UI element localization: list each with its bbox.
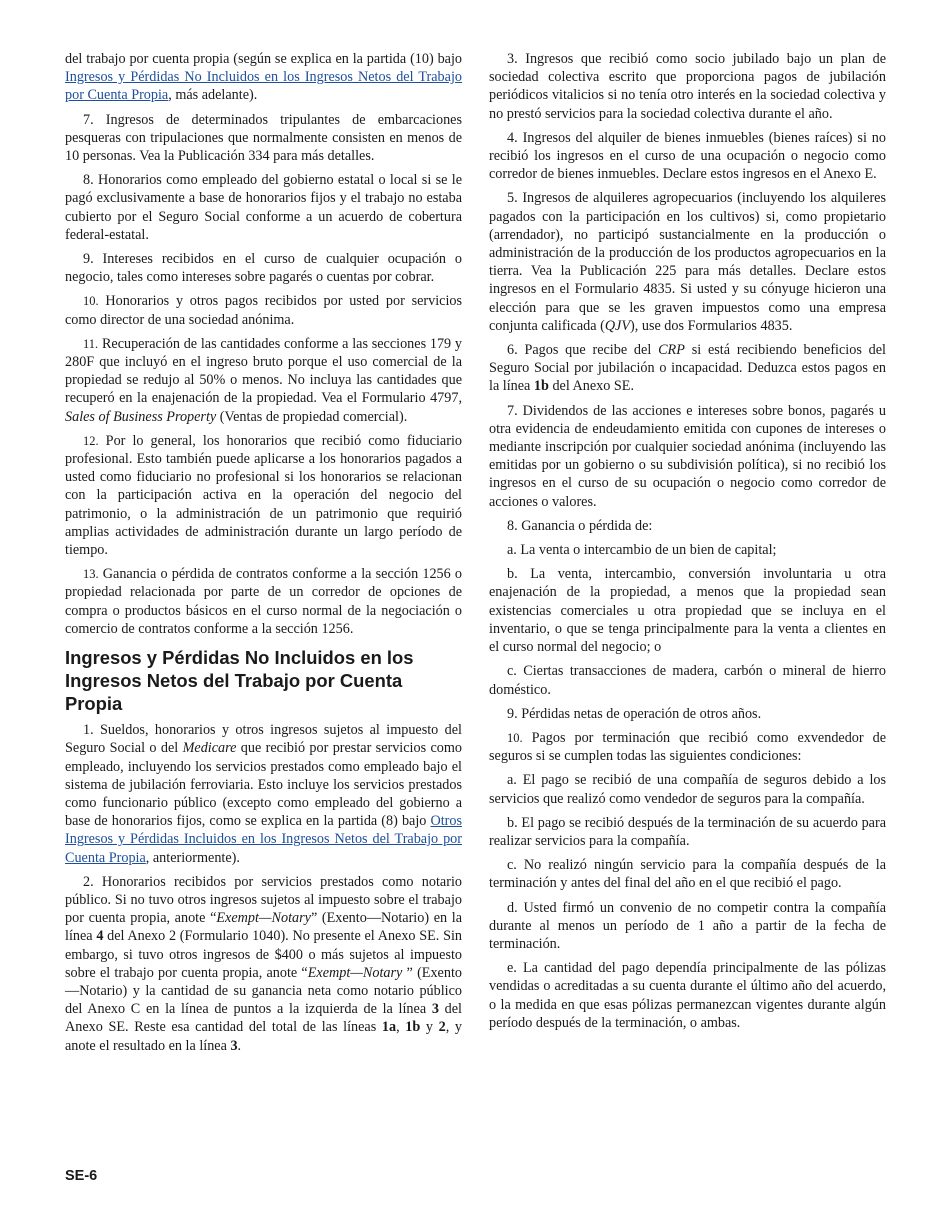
paragraph-excluded-10e: e. La cantidad del pago dependía principalmente de las pólizas vendidas o acreditadas a su cuenta durante el último año del acuerdo, o la medida en que esas pólizas permanezcan vigentes durante algún período después de la terminación, o ambas. (489, 960, 886, 1031)
paragraph-excluded-9: 9. Pérdidas netas de operación de otros años. (507, 705, 762, 722)
paragraph-item-13: 13. Ganancia o pérdida de contratos conforme a la sección 1256 o propiedad relacionada por parte de un corredor de opciones de compra o productos básicos en el curso normal de la negociación o comercio de contratos conforme a la sección 1256. (65, 566, 462, 637)
right-column (489, 50, 886, 1038)
paragraph-item-12: 12. Por lo general, los honorarios que recibió como fiduciario profesional. Esto también puede aplicarse a los honorarios pagados a usted como fiduciario no profesional si los honorarios se relacionan con la participación activa en la operación del negocio del patrimonio, o la administración de un patrimonio que requirió amplias actividades de administración durante un largo período de tiempo. (65, 432, 462, 559)
paragraph-item-11: 11. Recuperación de las cantidades conforme a las secciones 179 y 280F que incluyó en el ingreso bruto porque el uso comercial de la propiedad se redujo al 50% o menos. No incluya las cantidades que recuperó en la enajenación de la propiedad. Vea el Formulario 4797, Sales of Business Property (Ventas de propiedad comercial). (65, 335, 462, 425)
paragraph-excluded-2: 2. Honorarios recibidos por servicios prestados como notario público. Si no tuvo otros ingresos sujetos al impuesto sobre el trabajo por cuenta propia, anote “Exempt—Notary” (Exento—Notario) en la línea 4 del Anexo 2 (Formulario 1040). No presente el Anexo SE. Sin embargo, si tuvo otros ingresos de $400 o más sujetos al impuesto sobre el trabajo por cuenta propia, anote “Exempt—Notary ” (Exento—Notario) y la cantidad de su ganancia neta como notario público del Anexo C en la línea de puntos a la izquierda de la línea 3 del Anexo SE. Reste esa cantidad del total de las líneas 1a, 1b y 2, y anote el resultado en la línea 3. (65, 873, 463, 1054)
paragraph-excluded-1: 1. Sueldos, honorarios y otros ingresos sujetos al impuesto del Seguro Social o del Medicare que recibió por prestar servicios como empleado, incluyendo los servicios prestados como empleado bajo el sistema de jubilación ferroviaria. Esto incluye los servicios prestados como funcionario público (excepto como empleado del gobierno a base de honorarios fijos, como se explica en la partida (8) bajo Otros Ingresos y Pérdidas Incluidos en los Ingresos Netos del Trabajo por Cuenta Propia, anteriormente). (65, 722, 462, 866)
paragraph-excluded-8b: b. La venta, intercambio, conversión involuntaria u otra enajenación de la propiedad, a menos que la propiedad sean existencias comerciales u otra propiedad que se incluya en el inventario, o que se tenga principalmente para la venta a clientes en el curso normal del negocio; o (489, 566, 886, 656)
paragraph-continuation: del trabajo por cuenta propia (según se explica en la partida (10) bajo Ingresos y Pérdidas No Incluidos en los Ingresos Netos del Trabajo por Cuenta Propia, más adelante). (65, 51, 462, 104)
paragraph-item-9: 9. Intereses recibidos en el curso de cualquier ocupación o negocio, tales como intereses sobre pagarés o cuentas por cobrar. (65, 251, 462, 286)
section-heading: Ingresos y Pérdidas No Incluidos en los Ingresos Netos del Trabajo por Cuenta Propia (65, 647, 414, 715)
paragraph-item-7: 7. Ingresos de determinados tripulantes de embarcaciones pesqueras con tripulaciones que normalmente consisten en menos de 10 personas. Vea la Publicación 334 para más detalles. (65, 111, 462, 165)
paragraph-excluded-8: 8. Ganancia o pérdida de: (507, 517, 653, 534)
paragraph-excluded-10: 10. Pagos por terminación que recibió como exvendedor de seguros si se cumplen todas las siguientes condiciones: (489, 729, 886, 765)
paragraph-excluded-10b: b. El pago se recibió después de la terminación de su acuerdo para realizar servicios para la compañía. (489, 814, 886, 849)
paragraph-excluded-8c: c. Ciertas transacciones de madera, carbón o mineral de hierro doméstico. (489, 663, 886, 698)
paragraph-item-10: 10. Honorarios y otros pagos recibidos por usted por servicios como director de una sociedad anónima. (65, 293, 462, 328)
paragraph-excluded-4: 4. Ingresos del alquiler de bienes inmuebles (bienes raíces) si no recibió los ingresos en el curso de una ocupación o negocio como corredor de bienes inmuebles. Declare estos ingresos en el Anexo E. (489, 129, 886, 183)
paragraph-excluded-10d: d. Usted firmó un convenio de no competir contra la compañía durante al menos un período de 1 año a partir de la fecha de terminación. (489, 899, 886, 952)
left-column (65, 50, 462, 1061)
paragraph-item-8: 8. Honorarios como empleado del gobierno estatal o local si se le pagó exclusivamente a base de honorarios fijos y el trabajo no estaba cubierto por el Seguro Social conforme a un acuerdo de cobertura federal-estatal. (65, 172, 462, 243)
paragraph-excluded-10c: c. No realizó ningún servicio para la compañía después de la terminación y antes del final del año en el que recibió el pago. (489, 857, 886, 892)
paragraph-excluded-8a: a. La venta o intercambio de un bien de capital; (507, 542, 777, 559)
link-ingresos-no-incluidos[interactable]: Ingresos y Pérdidas No Incluidos en los Ingresos Netos del Trabajo por Cuenta Propia (65, 69, 462, 104)
paragraph-excluded-3: 3. Ingresos que recibió como socio jubilado bajo un plan de sociedad colectiva escrito que proporciona pagos de jubilación periódicos vitalicios si no tenía otro interés en la sociedad colectiva y no prestó servicios para la sociedad colectiva durante el año. (489, 51, 886, 122)
paragraph-excluded-6: 6. Pagos que recibe del CRP si está recibiendo beneficios del Seguro Social por jubilación o incapacidad. Deduzca estos pagos en la línea 1b del Anexo SE. (489, 342, 886, 395)
paragraph-excluded-5: 5. Ingresos de alquileres agropecuarios (incluyendo los alquileres pagados con la participación en los cultivos) si, como propietario (arrendador), no participó sustancialmente en la producción o administración de la producción de los productos agropecuarios en la tierra. Vea la Publicación 225 para más detalles. Declare estos ingresos en el Formulario 4835. Si usted y su cónyuge hicieron una elección para que se les graven impuestos como una empresa conjunta calificada (QJV), use dos Formularios 4835. (489, 190, 886, 334)
paragraph-excluded-7: 7. Dividendos de las acciones e intereses sobre bonos, pagarés u otra evidencia de endeudamiento emitida con cupones de intereses o mediante inscripción por cualquier sociedad anónima (incluyendo las emitidas por un gobierno o su subdivisión política), si no recibió los ingresos en el curso de su ocupación o negocio como corredor de acciones o valores. (489, 402, 886, 510)
paragraph-excluded-10a: a. El pago se recibió de una compañía de seguros debido a los servicios que realizó como vendedor de seguros para la compañía. (489, 772, 886, 807)
link-otros-ingresos-incluidos[interactable]: Otros Ingresos y Pérdidas Incluidos en los Ingresos Netos del Trabajo por Cuenta Propia (65, 813, 462, 866)
page-number: SE-6 (65, 1168, 98, 1184)
